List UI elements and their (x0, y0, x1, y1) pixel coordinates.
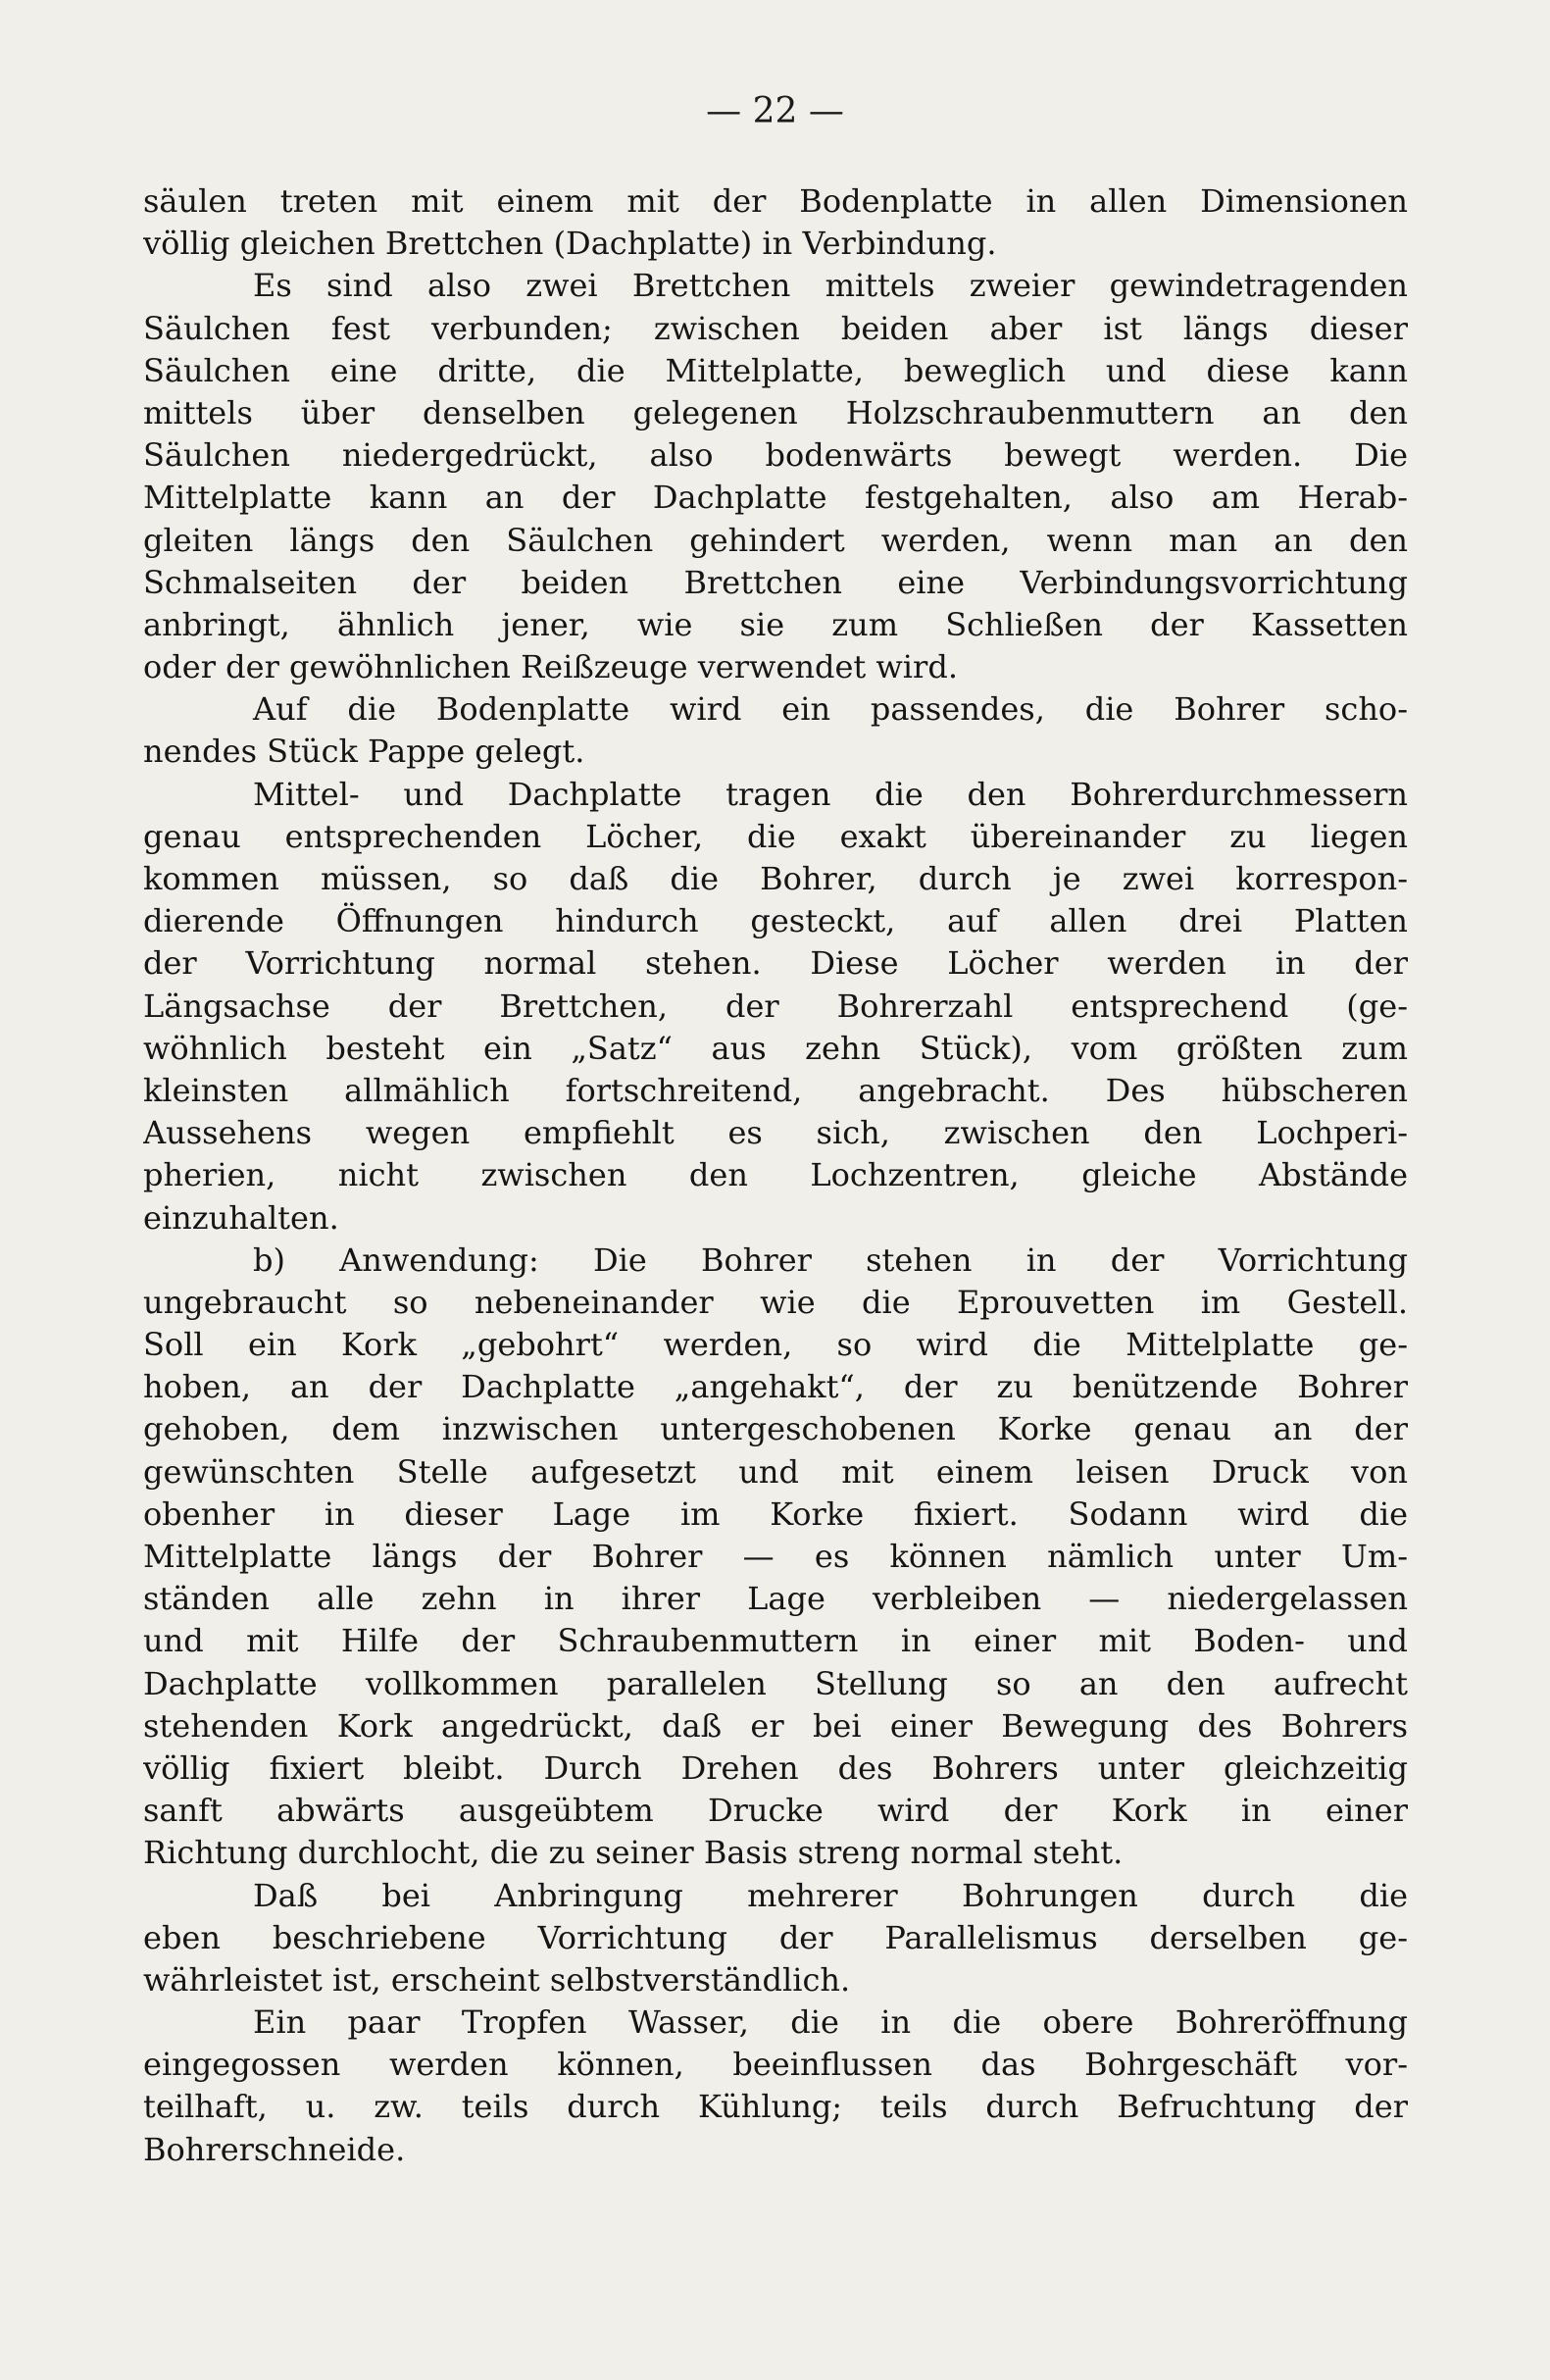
text-line: Richtung durchlocht, die zu seiner Basis streng normal steht. (143, 1834, 1124, 1872)
text-line: ständen alle zehn in ihrer Lage verbleiben — niedergelassen (143, 1580, 1408, 1618)
text-line: Es sind also zwei Brettchen mittels zweier gewindetragenden (253, 267, 1408, 305)
text-line: Auf die Bodenplatte wird ein passendes, die Bohrer scho- (253, 690, 1408, 729)
text-line: Säulchen niedergedrückt, also bodenwärts bewegt werden. Die (143, 436, 1408, 475)
text-line: Dachplatte vollkommen parallelen Stellung so an den aufrecht (143, 1664, 1408, 1702)
text-line: und mit Hilfe der Schraubenmuttern in einer mit Boden- und (143, 1622, 1408, 1660)
text-line: währleistet ist, erscheint selbstverständlich. (143, 1960, 851, 1999)
text-line: ungebraucht so nebeneinander wie die Eprouvetten im Gestell. (143, 1283, 1408, 1321)
text-line: anbringt, ähnlich jener, wie sie zum Schließen der Kassetten (143, 605, 1408, 643)
text-line: Aussehens wegen empfiehlt es sich, zwischen den Lochperi- (143, 1114, 1408, 1152)
text-line: Ein paar Tropfen Wasser, die in die obere Bohreröffnung (253, 2003, 1408, 2042)
text-line: eben beschriebene Vorrichtung der Parallelismus derselben ge- (143, 1918, 1408, 1956)
text-line: Längsachse der Brettchen, der Bohrerzahl entsprechend (ge- (143, 987, 1408, 1025)
text-line: Daß bei Anbringung mehrerer Bohrungen durch die (253, 1876, 1408, 1914)
text-line: hoben, an der Dachplatte „angehakt“, der zu benützende Bohrer (143, 1368, 1408, 1406)
text-line: Säulchen eine dritte, die Mittelplatte, beweglich und diese kann (143, 351, 1408, 389)
text-line: eingegossen werden können, beeinflussen das Bohrgeschäft vor- (143, 2046, 1408, 2084)
text-line: einzuhalten. (143, 1198, 339, 1237)
text-line: Mittelplatte kann an der Dachplatte festgehalten, also am Herab- (143, 479, 1408, 517)
text-line: stehenden Kork angedrückt, daß er bei einer Bewegung des Bohrers (143, 1706, 1408, 1745)
text-line: kleinsten allmählich fortschreitend, angebracht. Des hübscheren (143, 1071, 1408, 1109)
text-line: obenher in dieser Lage im Korke fixiert. Sodann wird die (143, 1494, 1408, 1533)
text-line: kommen müssen, so daß die Bohrer, durch je zwei korrespon- (143, 860, 1408, 897)
text-line: Säulchen fest verbunden; zwischen beiden aber ist längs dieser (143, 309, 1408, 347)
text-line: teilhaft, u. zw. teils durch Kühlung; teils durch Befruchtung der (143, 2088, 1408, 2126)
text-line: Bohrerschneide. (143, 2130, 406, 2168)
text-line: Mittel- und Dachplatte tragen die den Bohrerdurchmessern (253, 775, 1408, 813)
text-line: wöhnlich besteht ein „Satz“ aus zehn Stück), vom größten zum (143, 1029, 1408, 1067)
text-line: Mittelplatte längs der Bohrer — es können nämlich unter Um- (143, 1538, 1408, 1575)
text-line: oder der gewöhnlichen Reißzeuge verwendet wird. (143, 648, 958, 686)
text-line: Soll ein Kork „gebohrt“ werden, so wird die Mittelplatte ge- (143, 1326, 1408, 1364)
text-line: nendes Stück Pappe gelegt. (143, 733, 585, 771)
text-line: sanft abwärts ausgeübtem Drucke wird der Kork in einer (143, 1792, 1408, 1830)
text-line: säulen treten mit einem mit der Bodenplatte in allen Dimensionen (143, 182, 1408, 220)
text-line: völlig gleichen Brettchen (Dachplatte) in Verbindung. (143, 225, 997, 263)
text-line: b) Anwendung: Die Bohrer stehen in der Vorrichtung (253, 1241, 1408, 1279)
text-line: gleiten längs den Säulchen gehindert werden, wenn man an den (143, 521, 1408, 559)
text-line: genau entsprechenden Löcher, die exakt übereinander zu liegen (143, 817, 1408, 855)
text-line: dierende Öffnungen hindurch gesteckt, auf allen drei Platten (143, 902, 1408, 940)
text-line: der Vorrichtung normal stehen. Diese Löcher werden in der (143, 944, 1408, 983)
text-line: mittels über denselben gelegenen Holzschraubenmuttern an den (143, 393, 1408, 431)
text-line: völlig fixiert bleibt. Durch Drehen des Bohrers unter gleichzeitig (143, 1748, 1408, 1787)
text-line: Schmalseiten der beiden Brettchen eine Verbindungsvorrichtung (143, 563, 1408, 601)
text-line: gehoben, dem inzwischen untergeschobenen Korke genau an der (143, 1410, 1408, 1448)
text-line: pherien, nicht zwischen den Lochzentren, gleiche Abstände (143, 1156, 1408, 1194)
page-number: — 22 — (706, 91, 844, 131)
body-text (143, 180, 1408, 2171)
text-line: gewünschten Stelle aufgesetzt und mit einem leisen Druck von (143, 1452, 1408, 1491)
